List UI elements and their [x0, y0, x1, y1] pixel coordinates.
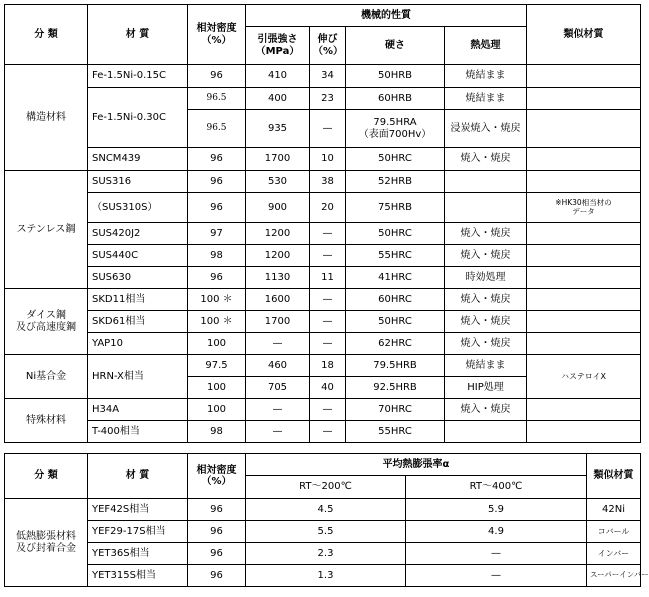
header-tensile: 引張強さ （MPa） [246, 27, 310, 65]
cell-material: Fe-1.5Ni-0.30C [88, 88, 188, 148]
cell-density: 96.5 [188, 88, 246, 110]
cell-heat [445, 171, 527, 193]
cell-rt400: — [406, 543, 587, 565]
header-rt200: RT～200℃ [246, 476, 406, 499]
cell-rt400: 4.9 [406, 521, 587, 543]
cell-heat: 時効処理 [445, 267, 527, 289]
table-row [5, 65, 641, 88]
header-density: 相対密度 （%） [188, 5, 246, 65]
cell-density: 100 ＊ [188, 311, 246, 333]
table-row [5, 289, 641, 311]
cell-tensile: 1200 [246, 223, 310, 245]
cell-material: SUS630 [88, 267, 188, 289]
cell-heat [445, 421, 527, 443]
cell-tensile: 1200 [246, 245, 310, 267]
cell-heat: 焼入・焼戻 [445, 223, 527, 245]
cell-similar [527, 171, 641, 193]
cell-tensile: 935 [246, 110, 310, 148]
cell-hardness: 62HRC [346, 333, 445, 355]
cell-material: HRN-X相当 [88, 355, 188, 399]
group-stainless: ステンレス鋼 [5, 171, 88, 289]
cell-heat: 焼入・焼戻 [445, 311, 527, 333]
header-category: 分 類 [5, 454, 88, 499]
cell-density: 96 [188, 499, 246, 521]
table-row [5, 565, 641, 587]
cell-hardness: 50HRC [346, 223, 445, 245]
cell-material: YEF29-17S相当 [88, 521, 188, 543]
cell-elongation: — [310, 333, 346, 355]
cell-density: 96 [188, 171, 246, 193]
cell-density: 97 [188, 223, 246, 245]
cell-tensile: 460 [246, 355, 310, 377]
cell-hardness: 50HRC [346, 148, 445, 171]
cell-rt200: 2.3 [246, 543, 406, 565]
cell-elongation: — [310, 223, 346, 245]
cell-similar [527, 289, 641, 311]
cell-tensile: 530 [246, 171, 310, 193]
cell-similar [527, 245, 641, 267]
cell-heat: 焼結まま [445, 65, 527, 88]
cell-material: SKD11相当 [88, 289, 188, 311]
cell-density: 100 [188, 377, 246, 399]
cell-similar: 42Ni [587, 499, 641, 521]
cell-density: 96 [188, 193, 246, 223]
cell-density: 98 [188, 245, 246, 267]
cell-material: YEF42S相当 [88, 499, 188, 521]
mechanical-properties-table [4, 4, 641, 443]
cell-similar: ※HK30相当材の データ [527, 193, 641, 223]
cell-tensile: 1600 [246, 289, 310, 311]
table-row [5, 499, 641, 521]
cell-tensile: 705 [246, 377, 310, 399]
cell-rt200: 4.5 [246, 499, 406, 521]
cell-hardness: 79.5HRA （表面700Hv） [346, 110, 445, 148]
cell-hardness: 75HRB [346, 193, 445, 223]
cell-tensile: — [246, 399, 310, 421]
cell-rt200: 5.5 [246, 521, 406, 543]
group-structural: 構造材料 [5, 65, 88, 171]
cell-material: H34A [88, 399, 188, 421]
cell-density: 96 [188, 521, 246, 543]
header-heat-treatment: 熱処理 [445, 27, 527, 65]
cell-similar: スーパーインバー [587, 565, 641, 587]
group-die-steel: ダイス鋼 及び高速度鋼 [5, 289, 88, 355]
cell-heat: 焼入・焼戻 [445, 399, 527, 421]
cell-density: 100 [188, 399, 246, 421]
cell-rt400: 5.9 [406, 499, 587, 521]
header-category: 分 類 [5, 5, 88, 65]
table-row [5, 245, 641, 267]
cell-elongation: — [310, 311, 346, 333]
cell-material: YAP10 [88, 333, 188, 355]
table-row [5, 267, 641, 289]
cell-material: SKD61相当 [88, 311, 188, 333]
cell-similar [527, 110, 641, 148]
table-row [5, 521, 641, 543]
cell-tensile: — [246, 421, 310, 443]
table-row [5, 355, 641, 377]
table-row [5, 543, 641, 565]
cell-elongation: 34 [310, 65, 346, 88]
cell-elongation: — [310, 245, 346, 267]
cell-heat: HIP処理 [445, 377, 527, 399]
cell-elongation: 23 [310, 88, 346, 110]
cell-elongation: 40 [310, 377, 346, 399]
group-special: 特殊材料 [5, 399, 88, 443]
cell-material: T-400相当 [88, 421, 188, 443]
cell-similar: コバール [587, 521, 641, 543]
cell-elongation: 20 [310, 193, 346, 223]
cell-density: 100 [188, 333, 246, 355]
table-row [5, 421, 641, 443]
header-rt400: RT～400℃ [406, 476, 587, 499]
cell-material: Fe-1.5Ni-0.15C [88, 65, 188, 88]
cell-material: SUS420J2 [88, 223, 188, 245]
cell-tensile: 900 [246, 193, 310, 223]
cell-density: 98 [188, 421, 246, 443]
cell-heat: 焼結まま [445, 355, 527, 377]
cell-similar [527, 399, 641, 421]
cell-density: 100 ＊ [188, 289, 246, 311]
cell-heat: 浸炭焼入・焼戻 [445, 110, 527, 148]
header-density: 相対密度 （%） [188, 454, 246, 499]
cell-similar [527, 311, 641, 333]
table-row [5, 333, 641, 355]
cell-hardness: 70HRC [346, 399, 445, 421]
cell-elongation: — [310, 289, 346, 311]
cell-material: SNCM439 [88, 148, 188, 171]
cell-rt200: 1.3 [246, 565, 406, 587]
cell-similar: インバー [587, 543, 641, 565]
cell-heat: 焼入・焼戻 [445, 289, 527, 311]
cell-similar [527, 267, 641, 289]
header-similar-material: 類似材質 [587, 454, 641, 499]
table-row [5, 88, 641, 110]
cell-hardness: 55HRC [346, 421, 445, 443]
cell-tensile: 410 [246, 65, 310, 88]
cell-heat [445, 193, 527, 223]
header-similar-material: 類似材質 [527, 5, 641, 65]
cell-hardness: 60HRC [346, 289, 445, 311]
table-row [5, 399, 641, 421]
cell-elongation: 38 [310, 171, 346, 193]
cell-density: 97.5 [188, 355, 246, 377]
cell-similar: ハステロイX [527, 355, 641, 399]
group-ni-alloy: Ni基合金 [5, 355, 88, 399]
cell-density: 96 [188, 148, 246, 171]
table-row [5, 148, 641, 171]
table-row [5, 311, 641, 333]
cell-material: YET315S相当 [88, 565, 188, 587]
cell-hardness: 50HRB [346, 65, 445, 88]
cell-tensile: 1130 [246, 267, 310, 289]
cell-elongation: 10 [310, 148, 346, 171]
cell-density: 96 [188, 65, 246, 88]
cell-hardness: 92.5HRB [346, 377, 445, 399]
cell-elongation: — [310, 110, 346, 148]
cell-material: （SUS310S） [88, 193, 188, 223]
cell-elongation: 18 [310, 355, 346, 377]
thermal-expansion-table [4, 453, 649, 587]
cell-elongation: — [310, 421, 346, 443]
cell-similar [527, 65, 641, 88]
cell-material: SUS440C [88, 245, 188, 267]
cell-material: SUS316 [88, 171, 188, 193]
cell-similar [527, 148, 641, 171]
cell-density: 96 [188, 565, 246, 587]
cell-tensile: — [246, 333, 310, 355]
cell-hardness: 41HRC [346, 267, 445, 289]
cell-heat: 焼入・焼戻 [445, 148, 527, 171]
table-row [5, 223, 641, 245]
header-thermal-expansion: 平均熱膨張率α [246, 454, 587, 476]
cell-density: 96.5 [188, 110, 246, 148]
cell-similar [527, 223, 641, 245]
cell-hardness: 50HRC [346, 311, 445, 333]
header-material: 材 質 [88, 5, 188, 65]
header-material: 材 質 [88, 454, 188, 499]
cell-density: 96 [188, 267, 246, 289]
cell-heat: 焼入・焼戻 [445, 245, 527, 267]
cell-similar [527, 88, 641, 110]
cell-material: YET36S相当 [88, 543, 188, 565]
cell-elongation: — [310, 399, 346, 421]
cell-tensile: 400 [246, 88, 310, 110]
cell-elongation: 11 [310, 267, 346, 289]
cell-tensile: 1700 [246, 311, 310, 333]
cell-hardness: 52HRB [346, 171, 445, 193]
table-row [5, 171, 641, 193]
group-low-expansion: 低熱膨張材料 及び封着合金 [5, 499, 88, 587]
cell-rt400: — [406, 565, 587, 587]
header-hardness: 硬さ [346, 27, 445, 65]
cell-density: 96 [188, 543, 246, 565]
cell-hardness: 79.5HRB [346, 355, 445, 377]
cell-tensile: 1700 [246, 148, 310, 171]
cell-similar [527, 421, 641, 443]
cell-similar [527, 333, 641, 355]
table-row [5, 193, 641, 223]
cell-heat: 焼結まま [445, 88, 527, 110]
header-mechanical-properties: 機械的性質 [246, 5, 527, 27]
header-elongation: 伸び （%） [310, 27, 346, 65]
cell-hardness: 60HRB [346, 88, 445, 110]
cell-heat: 焼入・焼戻 [445, 333, 527, 355]
cell-hardness: 55HRC [346, 245, 445, 267]
